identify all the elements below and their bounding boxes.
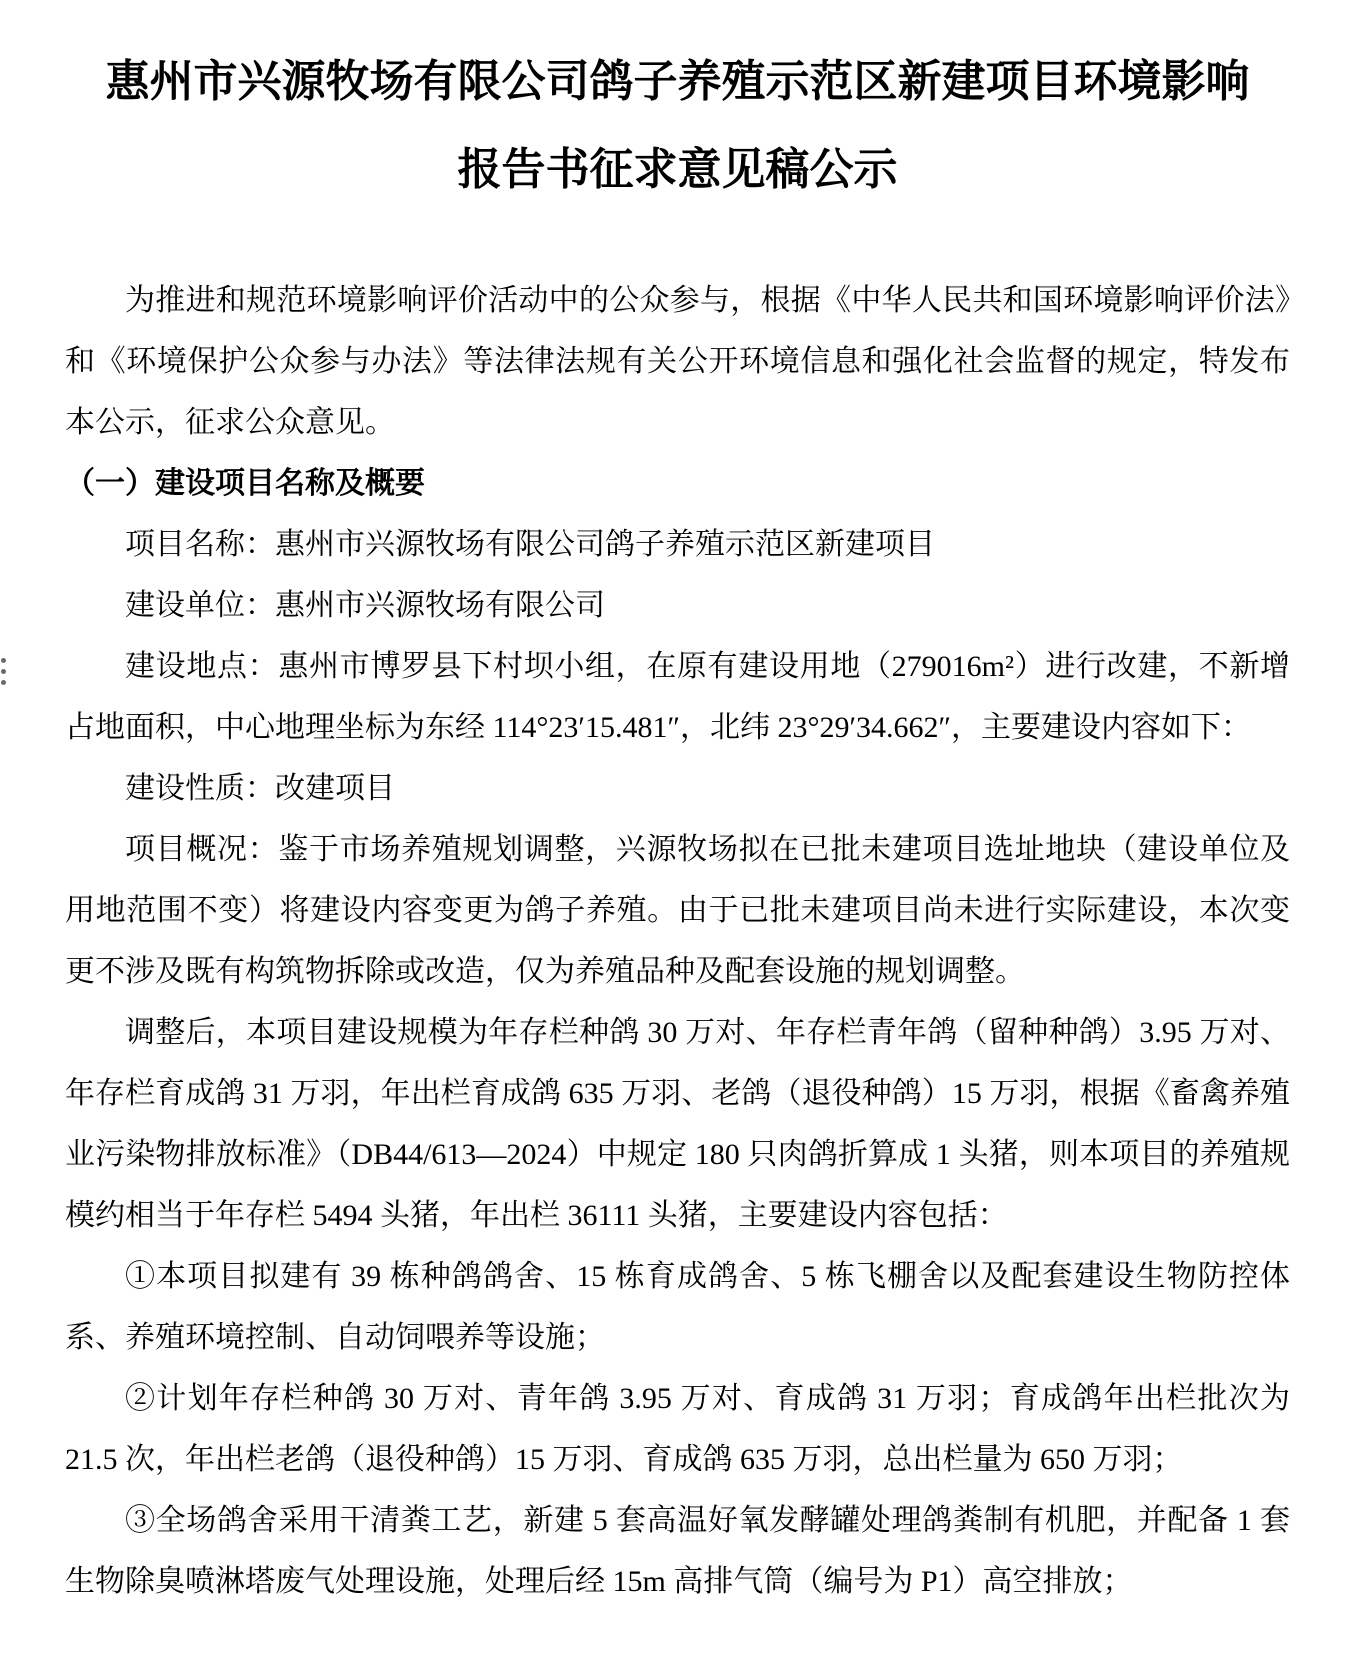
paragraph-item-1: ①本项目拟建有 39 栋种鸽鸽舍、15 栋育成鸽舍、5 栋飞棚舍以及配套建设生物防控体系、养殖环境控制、自动饲喂养等设施； [65, 1260, 1290, 1354]
left-edge-handle[interactable] [1, 658, 6, 685]
ellipsis-dot [1, 669, 6, 674]
paragraph-project-name: 项目名称：惠州市兴源牧场有限公司鸽子养殖示范区新建项目 [125, 528, 935, 561]
document-title [65, 38, 1290, 214]
paragraph-item-2: ②计划年存栏种鸽 30 万对、青年鸽 3.95 万对、育成鸽 31 万羽；育成鸽年出栏批次为 21.5 次，年出栏老鸽（退役种鸽）15 万羽、育成鸽 635 万羽，总出栏量为 650 万羽； [65, 1382, 1290, 1476]
paragraph-project-scale: 调整后，本项目建设规模为年存栏种鸽 30 万对、年存栏青年鸽（留种种鸽）3.95 万对、年存栏育成鸽 31 万羽，年出栏育成鸽 635 万羽、老鸽（退役种鸽）15 万羽，根据《畜禽养殖业污染物排放标准》（DB44/613—2024）中规定 180 只肉鸽折算成 1 头猪，则本项目的养殖规模约相当于年存栏 5494 头猪，年出栏 36111 头猪，主要建设内容包括： [65, 1016, 1290, 1232]
paragraph-intro: 为推进和规范环境影响评价活动中的公众参与，根据《中华人民共和国环境影响评价法》和《环境保护公众参与办法》等法律法规有关公开环境信息和强化社会监督的规定，特发布本公示，征求公众意见。 [65, 284, 1290, 439]
paragraph-project-overview: 项目概况：鉴于市场养殖规划调整，兴源牧场拟在已批未建项目选址地块（建设单位及用地范围不变）将建设内容变更为鸽子养殖。由于已批未建项目尚未进行实际建设，本次变更不涉及既有构筑物拆除或改造，仅为养殖品种及配套设施的规划调整。 [65, 833, 1290, 988]
document-title-line-1: 惠州市兴源牧场有限公司鸽子养殖示范区新建项目环境影响 [105, 57, 1250, 106]
document-content [0, 38, 1355, 1612]
document-title-line-2: 报告书征求意见稿公示 [457, 145, 898, 194]
paragraph-location: 建设地点：惠州市博罗县下村坝小组，在原有建设用地（279016m²）进行改建，不新增占地面积，中心地理坐标为东经 114°23′15.481″，北纬 23°29′34.662″，主要建设内容如下： [65, 650, 1290, 744]
ellipsis-dot [1, 658, 6, 663]
paragraph-construction-unit: 建设单位：惠州市兴源牧场有限公司 [125, 589, 605, 622]
ellipsis-dot [1, 680, 6, 685]
paragraph-item-3: ③全场鸽舍采用干清粪工艺，新建 5 套高温好氧发酵罐处理鸽粪制有机肥，并配备 1 套生物除臭喷淋塔废气处理设施，处理后经 15m 高排气筒（编号为 P1）高空排放； [65, 1504, 1290, 1598]
section-heading-project-overview: （一）建设项目名称及概要 [65, 467, 425, 500]
paragraph-construction-nature: 建设性质：改建项目 [125, 772, 395, 805]
document-body [65, 270, 1290, 1612]
